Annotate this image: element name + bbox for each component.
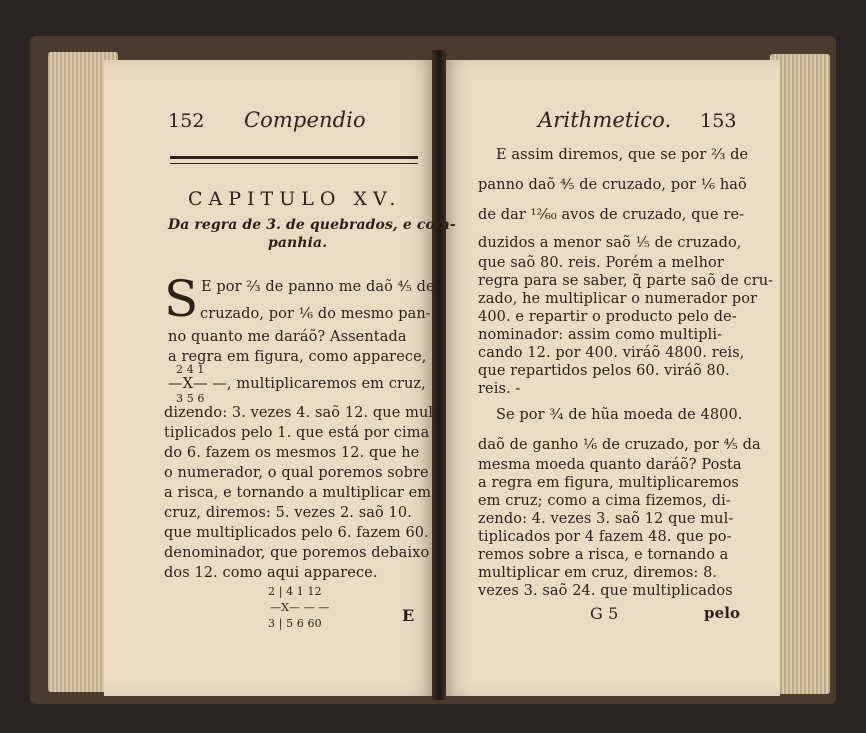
chapter-subtitle-line2: panhia.	[268, 235, 328, 251]
chapter-subtitle-line1: Da regra de 3. de quebrados, e com-	[168, 217, 456, 233]
figure-bottom-numbers: 3 5 6	[176, 392, 205, 405]
text-line: que saõ 80. reis. Porém a melhor	[478, 255, 724, 271]
text-line: duzidos a menor saõ ¹⁄₅ de cruzado,	[478, 235, 742, 251]
book-gutter	[432, 50, 446, 700]
text-line: —X— —, multiplicaremos em cruz,	[168, 376, 426, 392]
right-page-number: 153	[700, 110, 737, 132]
text-line: que repartidos pelos 60. viráõ 80.	[478, 363, 730, 379]
text-line: E assim diremos, que se por ²⁄₃ de	[496, 147, 749, 163]
text-line: que multiplicados pelo 6. fazem 60.	[164, 525, 429, 541]
result-figure-top: 2 | 4 1 12	[268, 585, 322, 598]
signature-mark: G 5	[590, 604, 619, 623]
text-line: a regra em figura, como apparece,	[168, 349, 427, 365]
text-line: panno daõ ⁴⁄₅ de cruzado, por ¹⁄₆ haõ	[478, 177, 747, 193]
text-line: multiplicar em cruz, diremos: 8.	[478, 565, 718, 581]
right-catchword: pelo	[704, 604, 741, 622]
text-line: E por ²⁄₃ de panno me daõ ⁴⁄₅ de	[201, 279, 435, 295]
text-line: reis. -	[478, 381, 521, 397]
text-line: mesma moeda quanto daráõ? Posta	[478, 457, 742, 473]
text-line: cruz, diremos: 5. vezes 2. saõ 10.	[164, 505, 412, 521]
text-line: no quanto me daráõ? Assentada	[168, 329, 407, 345]
text-line: zendo: 4. vezes 3. saõ 12 que mul-	[478, 511, 734, 527]
text-line: zado, he multiplicar o numerador por	[478, 291, 758, 307]
text-line: Se por ³⁄₄ de hũa moeda de 4800.	[496, 407, 743, 423]
text-line: cando 12. por 400. viráõ 4800. reis,	[478, 345, 745, 361]
double-rule-thick	[170, 156, 418, 159]
text-line: vezes 3. saõ 24. que multiplicados	[478, 583, 733, 599]
text-line: denominador, que poremos debaixo	[164, 545, 430, 561]
figure-top-numbers: 2 4 1	[176, 363, 205, 376]
result-figure-bottom: 3 | 5 6 60	[268, 617, 322, 630]
left-page-number: 152	[168, 110, 205, 132]
drop-cap: S	[164, 270, 199, 328]
left-running-head: Compendio	[244, 108, 366, 132]
text-line: a risca, e tornando a multiplicar em	[164, 485, 432, 501]
text-line: dos 12. como aqui apparece.	[164, 565, 378, 581]
text-line: a regra em figura, multiplicaremos	[478, 475, 739, 491]
text-line: regra para se saber, q̃ parte saõ de cru-	[478, 273, 774, 289]
text-line: em cruz; como a cima fizemos, di-	[478, 493, 731, 509]
text-line: 400. e repartir o producto pelo de-	[478, 309, 737, 325]
text-line: de dar ¹²⁄₆₀ avos de cruzado, que re-	[478, 207, 745, 223]
double-rule-thin	[170, 163, 418, 164]
left-catchword: E	[402, 606, 415, 625]
chapter-title: CAPITULO XV.	[188, 188, 402, 210]
text-line: daõ de ganho ¹⁄₆ de cruzado, por ⁴⁄₅ da	[478, 437, 761, 453]
text-line: nominador: assim como multipli-	[478, 327, 723, 343]
right-running-head: Arithmetico.	[538, 108, 672, 132]
result-figure-middle: —X— — —	[270, 601, 330, 614]
text-line: do 6. fazem os mesmos 12. que he	[164, 445, 420, 461]
text-line: dizendo: 3. vezes 4. saõ 12. que mul-	[164, 405, 439, 421]
text-line: tiplicados por 4 fazem 48. que po-	[478, 529, 732, 545]
text-line: tiplicados pelo 1. que está por cima	[164, 425, 430, 441]
text-line: cruzado, por ¹⁄₆ do mesmo pan-	[200, 306, 431, 322]
text-line: o numerador, o qual poremos sobre	[164, 465, 429, 481]
text-line: remos sobre a risca, e tornando a	[478, 547, 729, 563]
